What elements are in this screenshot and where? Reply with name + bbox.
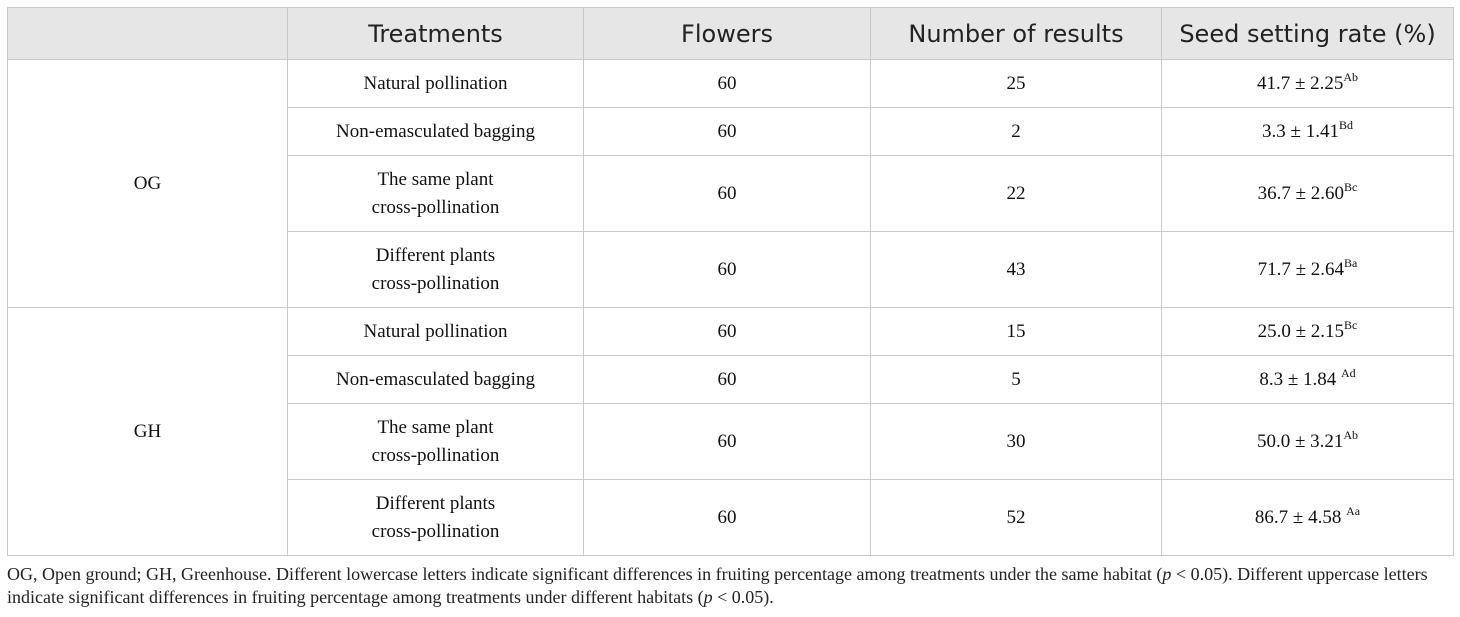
- table-row: [8, 60, 1454, 108]
- flowers-cell: 60: [584, 60, 871, 108]
- group-cell-gh: GH: [8, 308, 288, 556]
- results-cell: 5: [871, 356, 1162, 404]
- flowers-cell: 60: [584, 356, 871, 404]
- significance-letters: Ba: [1344, 255, 1358, 270]
- rate-cell: $50.0 \pm 3.21^{Ab}$: [1162, 404, 1454, 480]
- rate-cell: $71.7 \pm 2.64^{Ba}$: [1162, 232, 1454, 308]
- rate-cell: $36.7 \pm 2.60^{Bc}$: [1162, 156, 1454, 232]
- results-cell: 15: [871, 308, 1162, 356]
- treatment-cell: The same plant cross-pollination: [288, 404, 584, 480]
- treatment-cell: Non-emasculated bagging: [288, 108, 584, 156]
- header-cell-rate: Seed setting rate (%): [1162, 8, 1454, 60]
- rate-cell: 8.3 ± 1.84 $^{Ad}$: [1162, 356, 1454, 404]
- flowers-cell: 60: [584, 480, 871, 556]
- flowers-cell: 60: [584, 232, 871, 308]
- significance-letters: Bc: [1344, 317, 1358, 332]
- rate-cell: $25.0 \pm 2.15^{Bc}$: [1162, 308, 1454, 356]
- table-row: [8, 308, 1454, 356]
- results-cell: 30: [871, 404, 1162, 480]
- header-cell-group: [8, 8, 288, 60]
- rate-cell: $41.7 \pm 2.25^{Ab}$: [1162, 60, 1454, 108]
- significance-letters: Ad: [1341, 365, 1356, 380]
- results-cell: 43: [871, 232, 1162, 308]
- table-footnote: OG, Open ground; GH, Greenhouse. Different lowercase letters indicate significant differences in fruiting percentage among treatments under the same habitat (p < 0.05). Different uppercase letters indicate significant differences in fruiting percentage among treatments under different habitats (p < 0.05).: [7, 564, 1428, 607]
- flowers-cell: 60: [584, 404, 871, 480]
- results-cell: 52: [871, 480, 1162, 556]
- flowers-cell: 60: [584, 108, 871, 156]
- treatment-cell: The same plant cross-pollination: [288, 156, 584, 232]
- significance-letters: Ab: [1343, 69, 1359, 84]
- flowers-cell: 60: [584, 308, 871, 356]
- significance-letters: Aa: [1346, 503, 1361, 518]
- treatment-cell: Natural pollination: [288, 308, 584, 356]
- header-cell-results: Number of results: [871, 8, 1162, 60]
- header-cell-flowers: Flowers: [584, 8, 871, 60]
- results-cell: 25: [871, 60, 1162, 108]
- results-cell: 2: [871, 108, 1162, 156]
- significance-letters: Bc: [1344, 179, 1358, 194]
- rate-cell: $3.3 \pm 1.41^{Bd}$: [1162, 108, 1454, 156]
- group-cell-og: OG: [8, 60, 288, 308]
- treatment-cell: Different plants cross-pollination: [288, 480, 584, 556]
- flowers-cell: 60: [584, 156, 871, 232]
- treatment-cell: Non-emasculated bagging: [288, 356, 584, 404]
- significance-letters: Ab: [1343, 427, 1359, 442]
- results-cell: 22: [871, 156, 1162, 232]
- treatment-cell: Natural pollination: [288, 60, 584, 108]
- significance-letters: Bd: [1338, 117, 1353, 132]
- header-row: [8, 8, 1454, 60]
- header-cell-treatments: Treatments: [288, 8, 584, 60]
- rate-cell: 86.7 ± 4.58 $^{Aa}$: [1162, 480, 1454, 556]
- results-table: [7, 7, 1454, 556]
- table-container: [7, 7, 1453, 556]
- treatment-cell: Different plants cross-pollination: [288, 232, 584, 308]
